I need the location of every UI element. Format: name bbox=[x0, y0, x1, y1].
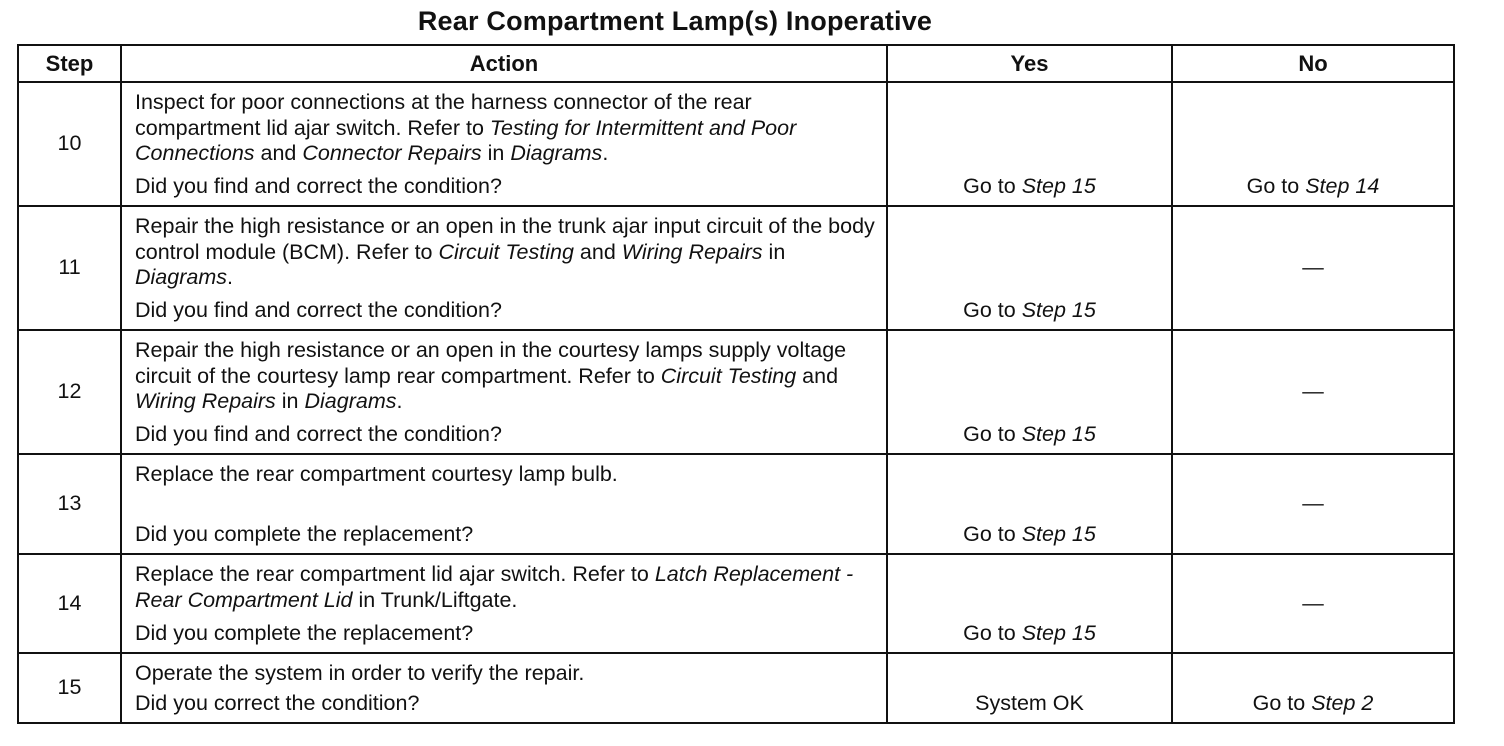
yes-text: System OK bbox=[975, 690, 1084, 715]
table-row bbox=[18, 653, 1454, 723]
action-ref: Wiring Repairs bbox=[621, 239, 763, 264]
action-text: Replace the rear compartment lid ajar switch. Refer to bbox=[135, 562, 655, 586]
header-yes: Yes bbox=[887, 45, 1172, 82]
yes-ref: Step 15 bbox=[1021, 173, 1096, 198]
step-number: 15 bbox=[18, 653, 121, 723]
no-text: Go to bbox=[1246, 173, 1306, 198]
action-text: Repair the high resistance or an open in the courtesy lamps supply voltage circuit of the courtesy lamp rear compartment. Refer to bbox=[135, 338, 847, 388]
action-ref: Diagrams bbox=[135, 265, 227, 289]
no-cell bbox=[1172, 330, 1454, 454]
action-text: in bbox=[275, 389, 305, 413]
no-ref: Step 2 bbox=[1311, 690, 1374, 715]
yes-text: Go to bbox=[963, 297, 1022, 322]
action-text: Operate the system in order to verify the repair. bbox=[135, 661, 585, 685]
action-text: . bbox=[602, 141, 609, 165]
yes-ref: Step 15 bbox=[1021, 421, 1096, 446]
action-question: Did you correct the condition? bbox=[135, 690, 420, 715]
no-cell bbox=[1172, 653, 1454, 723]
action-instruction bbox=[135, 90, 878, 167]
action-cell bbox=[121, 82, 887, 206]
action-text: . bbox=[396, 389, 403, 413]
yes-ref: Step 15 bbox=[1021, 620, 1096, 645]
no-text: — bbox=[1302, 491, 1324, 516]
action-cell bbox=[121, 653, 887, 723]
table-row bbox=[18, 554, 1454, 653]
yes-cell bbox=[887, 554, 1172, 653]
action-cell bbox=[121, 554, 887, 653]
action-instruction bbox=[135, 661, 878, 687]
yes-ref: Step 15 bbox=[1021, 521, 1096, 546]
action-ref: Testing for Intermittent and Poor Connections bbox=[135, 115, 797, 165]
action-question: Did you complete the replacement? bbox=[135, 620, 474, 645]
step-number: 13 bbox=[18, 454, 121, 554]
action-cell bbox=[121, 330, 887, 454]
no-cell bbox=[1172, 206, 1454, 330]
action-question: Did you find and correct the condition? bbox=[135, 173, 502, 198]
action-text: Inspect for poor connections at the harness connector of the rear compartment lid ajar switch. Refer to bbox=[135, 90, 752, 140]
yes-cell bbox=[887, 454, 1172, 554]
no-ref: Step 14 bbox=[1305, 173, 1380, 198]
action-ref: Circuit Testing bbox=[438, 239, 574, 264]
action-instruction bbox=[135, 462, 878, 488]
action-text: and bbox=[573, 239, 622, 264]
action-instruction bbox=[135, 214, 878, 291]
header-action: Action bbox=[121, 45, 887, 82]
header-no: No bbox=[1172, 45, 1454, 82]
action-instruction bbox=[135, 338, 878, 415]
page-title: Rear Compartment Lamp(s) Inoperative bbox=[417, 6, 933, 36]
table-row bbox=[18, 330, 1454, 454]
yes-cell bbox=[887, 653, 1172, 723]
no-text: Go to bbox=[1252, 690, 1312, 715]
action-text: . bbox=[227, 265, 233, 289]
step-number: 10 bbox=[18, 82, 121, 206]
action-text: Replace the rear compartment courtesy lamp bulb. bbox=[135, 462, 618, 486]
action-question: Did you find and correct the condition? bbox=[135, 421, 502, 446]
table-body bbox=[18, 82, 1454, 723]
no-text: — bbox=[1302, 379, 1324, 404]
no-text: — bbox=[1302, 255, 1324, 280]
yes-cell bbox=[887, 330, 1172, 454]
action-ref: Connector Repairs bbox=[302, 141, 482, 165]
table-row bbox=[18, 206, 1454, 330]
action-ref: Wiring Repairs bbox=[135, 389, 276, 413]
action-ref: Circuit Testing bbox=[660, 363, 797, 388]
action-cell bbox=[121, 454, 887, 554]
table-row bbox=[18, 454, 1454, 554]
yes-text: Go to bbox=[963, 521, 1022, 546]
action-ref: Latch Replacement - Rear Compartment Lid bbox=[135, 562, 854, 612]
yes-text: Go to bbox=[963, 620, 1022, 645]
action-instruction bbox=[135, 562, 878, 613]
header-row bbox=[18, 45, 1454, 82]
action-text: Repair the high resistance or an open in the trunk ajar input circuit of the body control module (BCM). Refer to bbox=[135, 214, 875, 264]
step-number: 14 bbox=[18, 554, 121, 653]
yes-text: Go to bbox=[963, 173, 1022, 198]
yes-cell bbox=[887, 206, 1172, 330]
no-cell bbox=[1172, 454, 1454, 554]
step-number: 11 bbox=[18, 206, 121, 330]
action-text: in Trunk/Liftgate. bbox=[352, 587, 518, 612]
action-cell bbox=[121, 206, 887, 330]
table-row bbox=[18, 82, 1454, 206]
action-text: and bbox=[796, 363, 839, 388]
diagnostic-table bbox=[17, 44, 1455, 724]
yes-cell bbox=[887, 82, 1172, 206]
action-question: Did you complete the replacement? bbox=[135, 521, 474, 546]
no-text: — bbox=[1302, 590, 1324, 615]
action-text: in bbox=[762, 239, 786, 264]
action-ref: Diagrams bbox=[510, 141, 603, 165]
action-ref: Diagrams bbox=[304, 389, 397, 413]
action-text: and bbox=[254, 141, 303, 165]
yes-ref: Step 15 bbox=[1021, 297, 1096, 322]
step-number: 12 bbox=[18, 330, 121, 454]
header-step: Step bbox=[18, 45, 121, 82]
no-cell bbox=[1172, 554, 1454, 653]
action-question: Did you find and correct the condition? bbox=[135, 297, 502, 322]
action-text: in bbox=[481, 141, 511, 165]
yes-text: Go to bbox=[963, 421, 1022, 446]
no-cell bbox=[1172, 82, 1454, 206]
